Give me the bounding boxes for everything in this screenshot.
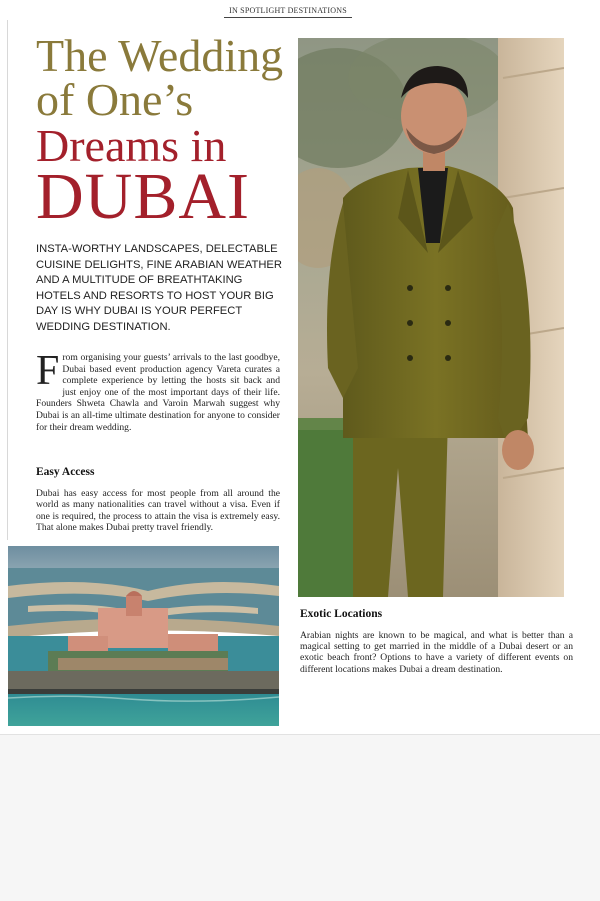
- title-line-3: Dreams in: [36, 120, 227, 171]
- portrait-illustration: [298, 38, 564, 597]
- intro-text: rom organising your guests’ arrivals to the last goodbye, Dubai based event production agency Vareta curates a complete experience by letting the hosts sit back and just enjoy one of the most important days of their life. Founders Shweta Chawla and Varoin Marwah suggest why Dubai is an all-time ultimate destination for anyone to consider for their dream wedding.: [36, 352, 280, 433]
- page-edge-rule: [7, 20, 8, 540]
- aerial-illustration: [8, 546, 279, 726]
- section-header: IN SPOTLIGHT DESTINATIONS: [229, 6, 347, 15]
- title-line-4: DUBAI: [36, 160, 250, 233]
- founder-portrait-photo: [298, 38, 564, 597]
- exotic-locations-heading: Exotic Locations: [300, 608, 383, 620]
- easy-access-heading: Easy Access: [36, 466, 95, 478]
- dubai-palm-aerial-photo: [8, 546, 279, 726]
- drop-cap: F: [36, 348, 60, 394]
- blank-area-below-page: [0, 734, 600, 901]
- exotic-locations-text: Arabian nights are known to be magical, and what is better than a magical setting to get married in the middle of a Dubai desert or an exotic beach front? Options to have a variety of different events on different locations makes Dubai a dream destination.: [300, 630, 573, 675]
- title-line-2: of One’s: [36, 74, 194, 125]
- title-line-1: The Wedding: [36, 30, 284, 81]
- article-title: [36, 30, 298, 233]
- intro-paragraph: [36, 348, 280, 433]
- article-deck: INSTA-WORTHY LANDSCAPES, DELECTABLE CUISINE DELIGHTS, FINE ARABIAN WEATHER AND A MULTITUDE OF BREATHTAKING HOTELS AND RESORTS TO HOST YOUR BIG DAY IS WHY DUBAI IS YOUR PERFECT WEDDING DESTINATION.: [36, 243, 282, 333]
- section-header-underline: [224, 17, 352, 18]
- easy-access-text: Dubai has easy access for most people from all around the world as many nationalities can travel without a visa. Even if one is required, the process to attain the visa is extremely easy. That alone makes Dubai pretty travel friendly.: [36, 488, 280, 534]
